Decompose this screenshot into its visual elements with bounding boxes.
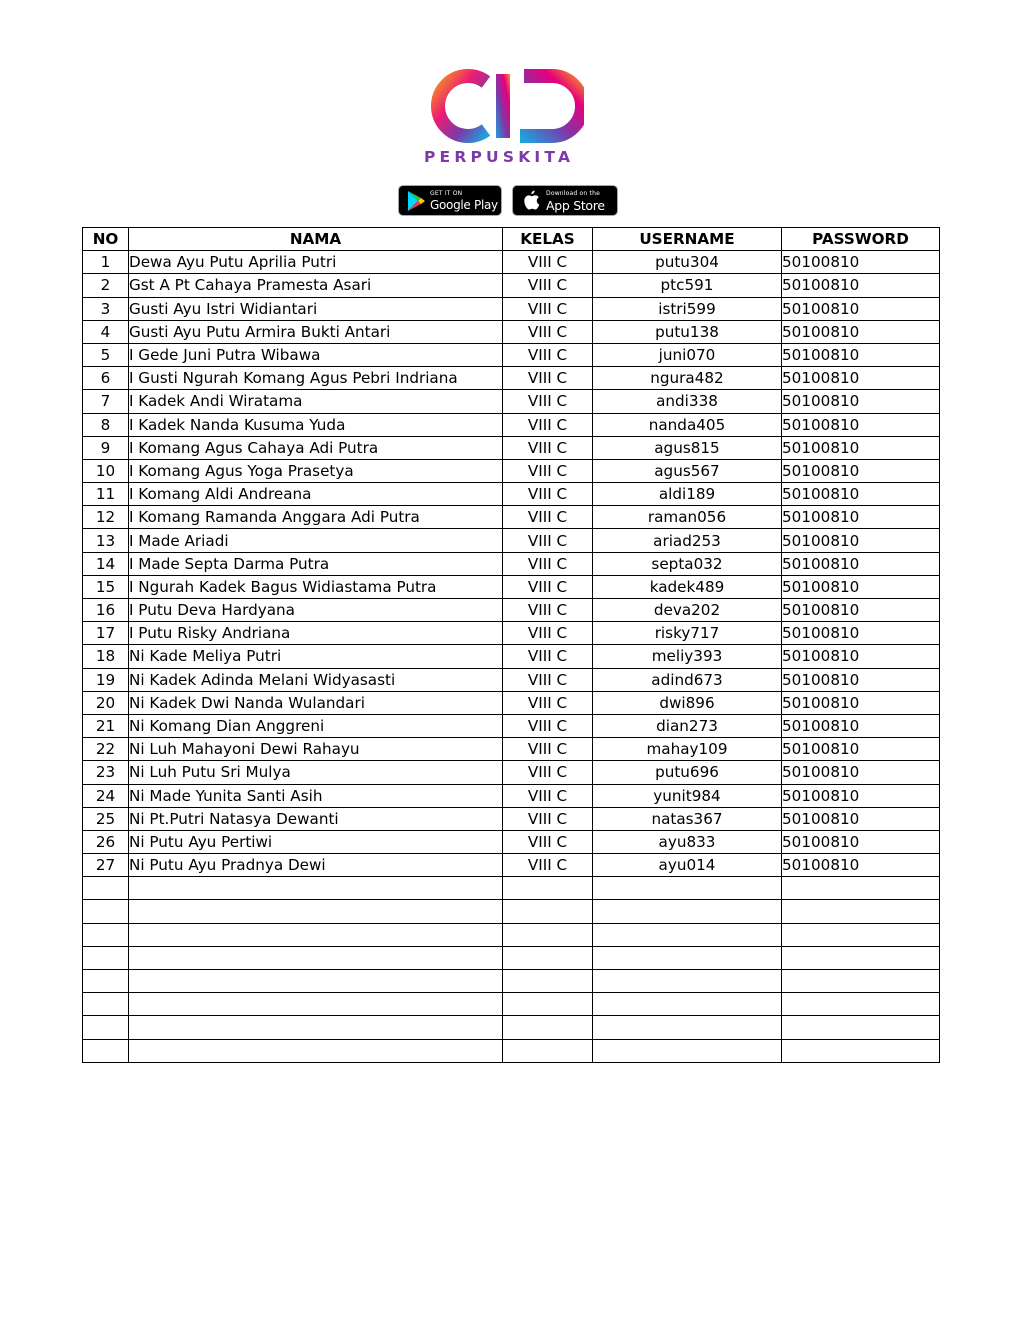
empty-cell xyxy=(782,993,940,1016)
empty-cell xyxy=(129,877,503,900)
table-row xyxy=(83,599,940,622)
empty-cell xyxy=(503,877,593,900)
cell-username: ariad253 xyxy=(593,529,782,552)
table-row xyxy=(83,575,940,598)
empty-cell xyxy=(593,1016,782,1039)
google-play-big-text: Google Play xyxy=(430,198,498,212)
cell-username: dian273 xyxy=(593,714,782,737)
cell-username: natas367 xyxy=(593,807,782,830)
cell-no: 5 xyxy=(83,343,129,366)
cell-kelas: VIII C xyxy=(503,413,593,436)
empty-cell xyxy=(503,970,593,993)
cell-nama: Ni Komang Dian Anggreni xyxy=(129,714,503,737)
cell-no: 1 xyxy=(83,251,129,274)
cell-username: ngura482 xyxy=(593,367,782,390)
cell-nama: Gst A Pt Cahaya Pramesta Asari xyxy=(129,274,503,297)
cell-password: 50100810 xyxy=(782,436,940,459)
table-row xyxy=(83,251,940,274)
cell-kelas: VIII C xyxy=(503,506,593,529)
table-row xyxy=(83,390,940,413)
table-row xyxy=(83,784,940,807)
table-row xyxy=(83,483,940,506)
empty-cell xyxy=(129,923,503,946)
cell-password: 50100810 xyxy=(782,830,940,853)
cell-username: aldi189 xyxy=(593,483,782,506)
cell-no: 11 xyxy=(83,483,129,506)
empty-cell xyxy=(593,946,782,969)
cell-kelas: VIII C xyxy=(503,645,593,668)
table-header-row xyxy=(83,228,940,251)
table-row xyxy=(83,691,940,714)
empty-cell xyxy=(503,900,593,923)
table-row xyxy=(83,343,940,366)
cell-nama: Ni Kadek Adinda Melani Widyasasti xyxy=(129,668,503,691)
empty-cell xyxy=(129,970,503,993)
table-row xyxy=(83,529,940,552)
cell-password: 50100810 xyxy=(782,784,940,807)
table-row xyxy=(83,830,940,853)
google-play-badge[interactable] xyxy=(398,185,502,216)
empty-cell xyxy=(782,877,940,900)
cell-no: 20 xyxy=(83,691,129,714)
cell-no: 12 xyxy=(83,506,129,529)
cell-no: 10 xyxy=(83,459,129,482)
cell-kelas: VIII C xyxy=(503,390,593,413)
cell-no: 2 xyxy=(83,274,129,297)
empty-cell xyxy=(782,1016,940,1039)
cell-username: dwi896 xyxy=(593,691,782,714)
cell-kelas: VIII C xyxy=(503,622,593,645)
empty-cell xyxy=(503,946,593,969)
table-row xyxy=(83,668,940,691)
cell-nama: I Gusti Ngurah Komang Agus Pebri Indriana xyxy=(129,367,503,390)
cell-password: 50100810 xyxy=(782,807,940,830)
cell-no: 21 xyxy=(83,714,129,737)
cell-password: 50100810 xyxy=(782,506,940,529)
header-kelas: KELAS xyxy=(503,228,593,251)
cell-password: 50100810 xyxy=(782,854,940,877)
cell-kelas: VIII C xyxy=(503,297,593,320)
cell-no: 4 xyxy=(83,320,129,343)
table-body xyxy=(83,251,940,1063)
cell-password: 50100810 xyxy=(782,645,940,668)
cell-password: 50100810 xyxy=(782,390,940,413)
header-no: NO xyxy=(83,228,129,251)
table-row xyxy=(83,854,940,877)
cell-kelas: VIII C xyxy=(503,459,593,482)
empty-cell xyxy=(593,923,782,946)
cell-kelas: VIII C xyxy=(503,320,593,343)
cell-kelas: VIII C xyxy=(503,251,593,274)
empty-table-row xyxy=(83,877,940,900)
perpuskita-logo xyxy=(424,68,584,168)
cell-nama: I Gede Juni Putra Wibawa xyxy=(129,343,503,366)
cell-kelas: VIII C xyxy=(503,761,593,784)
cell-nama: Ni Made Yunita Santi Asih xyxy=(129,784,503,807)
cell-username: agus815 xyxy=(593,436,782,459)
cell-kelas: VIII C xyxy=(503,367,593,390)
table-row xyxy=(83,320,940,343)
cell-username: ayu833 xyxy=(593,830,782,853)
table-row xyxy=(83,459,940,482)
cell-nama: Ni Kadek Dwi Nanda Wulandari xyxy=(129,691,503,714)
cell-username: adind673 xyxy=(593,668,782,691)
table-row xyxy=(83,738,940,761)
empty-cell xyxy=(129,993,503,1016)
app-store-badge[interactable] xyxy=(512,185,618,216)
cell-username: putu696 xyxy=(593,761,782,784)
empty-cell xyxy=(83,900,129,923)
cell-username: ayu014 xyxy=(593,854,782,877)
cell-no: 7 xyxy=(83,390,129,413)
cell-no: 15 xyxy=(83,575,129,598)
cell-username: risky717 xyxy=(593,622,782,645)
empty-table-row xyxy=(83,993,940,1016)
apple-icon xyxy=(521,189,541,211)
logo-mark-icon xyxy=(424,68,584,144)
cell-username: putu138 xyxy=(593,320,782,343)
cell-nama: Gusti Ayu Putu Armira Bukti Antari xyxy=(129,320,503,343)
cell-kelas: VIII C xyxy=(503,529,593,552)
cell-nama: Ni Luh Mahayoni Dewi Rahayu xyxy=(129,738,503,761)
cell-no: 23 xyxy=(83,761,129,784)
cell-kelas: VIII C xyxy=(503,668,593,691)
empty-cell xyxy=(782,923,940,946)
cell-kelas: VIII C xyxy=(503,854,593,877)
empty-cell xyxy=(782,946,940,969)
empty-cell xyxy=(83,993,129,1016)
cell-no: 26 xyxy=(83,830,129,853)
table-row xyxy=(83,761,940,784)
table-row xyxy=(83,807,940,830)
cell-nama: Ni Kade Meliya Putri xyxy=(129,645,503,668)
cell-nama: I Made Septa Darma Putra xyxy=(129,552,503,575)
table-row xyxy=(83,436,940,459)
cell-nama: I Putu Risky Andriana xyxy=(129,622,503,645)
empty-cell xyxy=(503,993,593,1016)
cell-no: 25 xyxy=(83,807,129,830)
cell-password: 50100810 xyxy=(782,459,940,482)
cell-username: mahay109 xyxy=(593,738,782,761)
cell-username: juni070 xyxy=(593,343,782,366)
empty-cell xyxy=(83,1039,129,1062)
cell-kelas: VIII C xyxy=(503,830,593,853)
cell-password: 50100810 xyxy=(782,599,940,622)
empty-table-row xyxy=(83,923,940,946)
empty-cell xyxy=(593,900,782,923)
google-play-icon xyxy=(406,190,426,212)
cell-password: 50100810 xyxy=(782,529,940,552)
cell-nama: I Komang Agus Cahaya Adi Putra xyxy=(129,436,503,459)
cell-username: yunit984 xyxy=(593,784,782,807)
cell-password: 50100810 xyxy=(782,483,940,506)
cell-password: 50100810 xyxy=(782,413,940,436)
empty-table-row xyxy=(83,1039,940,1062)
table-row xyxy=(83,506,940,529)
cell-no: 3 xyxy=(83,297,129,320)
table-row xyxy=(83,297,940,320)
cell-nama: Dewa Ayu Putu Aprilia Putri xyxy=(129,251,503,274)
cell-nama: Ni Pt.Putri Natasya Dewanti xyxy=(129,807,503,830)
cell-password: 50100810 xyxy=(782,761,940,784)
empty-cell xyxy=(83,877,129,900)
cell-no: 24 xyxy=(83,784,129,807)
empty-cell xyxy=(83,946,129,969)
cell-no: 17 xyxy=(83,622,129,645)
empty-cell xyxy=(593,1039,782,1062)
empty-cell xyxy=(503,1016,593,1039)
header-password: PASSWORD xyxy=(782,228,940,251)
empty-cell xyxy=(129,946,503,969)
cell-kelas: VIII C xyxy=(503,738,593,761)
cell-kelas: VIII C xyxy=(503,807,593,830)
table-row xyxy=(83,367,940,390)
cell-password: 50100810 xyxy=(782,691,940,714)
cell-no: 13 xyxy=(83,529,129,552)
cell-nama: I Kadek Andi Wiratama xyxy=(129,390,503,413)
cell-password: 50100810 xyxy=(782,274,940,297)
empty-cell xyxy=(83,923,129,946)
empty-cell xyxy=(129,1016,503,1039)
empty-cell xyxy=(782,970,940,993)
cell-password: 50100810 xyxy=(782,297,940,320)
cell-no: 8 xyxy=(83,413,129,436)
cell-password: 50100810 xyxy=(782,714,940,737)
cell-password: 50100810 xyxy=(782,320,940,343)
cell-password: 50100810 xyxy=(782,251,940,274)
cell-nama: Ni Putu Ayu Pertiwi xyxy=(129,830,503,853)
empty-cell xyxy=(83,1016,129,1039)
cell-username: andi338 xyxy=(593,390,782,413)
cell-username: deva202 xyxy=(593,599,782,622)
cell-kelas: VIII C xyxy=(503,784,593,807)
cell-kelas: VIII C xyxy=(503,436,593,459)
logo-text: PERPUSKITA xyxy=(424,148,575,166)
cell-username: nanda405 xyxy=(593,413,782,436)
cell-nama: Gusti Ayu Istri Widiantari xyxy=(129,297,503,320)
empty-cell xyxy=(503,1039,593,1062)
empty-table-row xyxy=(83,970,940,993)
empty-cell xyxy=(782,1039,940,1062)
table-row xyxy=(83,622,940,645)
cell-no: 22 xyxy=(83,738,129,761)
cell-nama: Ni Putu Ayu Pradnya Dewi xyxy=(129,854,503,877)
empty-cell xyxy=(129,1039,503,1062)
cell-password: 50100810 xyxy=(782,367,940,390)
table-row xyxy=(83,645,940,668)
empty-table-row xyxy=(83,946,940,969)
table-row xyxy=(83,274,940,297)
header-username: USERNAME xyxy=(593,228,782,251)
cell-password: 50100810 xyxy=(782,575,940,598)
cell-password: 50100810 xyxy=(782,552,940,575)
cell-nama: I Ngurah Kadek Bagus Widiastama Putra xyxy=(129,575,503,598)
cell-kelas: VIII C xyxy=(503,691,593,714)
cell-username: putu304 xyxy=(593,251,782,274)
empty-cell xyxy=(83,970,129,993)
cell-password: 50100810 xyxy=(782,343,940,366)
cell-nama: I Komang Ramanda Anggara Adi Putra xyxy=(129,506,503,529)
cell-no: 27 xyxy=(83,854,129,877)
header-nama: NAMA xyxy=(129,228,503,251)
cell-username: ptc591 xyxy=(593,274,782,297)
cell-username: kadek489 xyxy=(593,575,782,598)
cell-nama: I Komang Aldi Andreana xyxy=(129,483,503,506)
cell-username: raman056 xyxy=(593,506,782,529)
table-row xyxy=(83,413,940,436)
cell-username: septa032 xyxy=(593,552,782,575)
cell-kelas: VIII C xyxy=(503,599,593,622)
google-play-small-text: GET IT ON xyxy=(430,190,463,197)
empty-table-row xyxy=(83,1016,940,1039)
cell-kelas: VIII C xyxy=(503,274,593,297)
cell-password: 50100810 xyxy=(782,738,940,761)
cell-no: 19 xyxy=(83,668,129,691)
empty-cell xyxy=(593,877,782,900)
cell-nama: I Putu Deva Hardyana xyxy=(129,599,503,622)
table-row xyxy=(83,714,940,737)
cell-kelas: VIII C xyxy=(503,575,593,598)
cell-nama: Ni Luh Putu Sri Mulya xyxy=(129,761,503,784)
empty-cell xyxy=(503,923,593,946)
cell-password: 50100810 xyxy=(782,622,940,645)
cell-kelas: VIII C xyxy=(503,483,593,506)
cell-no: 16 xyxy=(83,599,129,622)
empty-table-row xyxy=(83,900,940,923)
cell-username: istri599 xyxy=(593,297,782,320)
empty-cell xyxy=(129,900,503,923)
cell-no: 6 xyxy=(83,367,129,390)
empty-cell xyxy=(593,993,782,1016)
cell-nama: I Made Ariadi xyxy=(129,529,503,552)
cell-kelas: VIII C xyxy=(503,552,593,575)
empty-cell xyxy=(593,970,782,993)
cell-kelas: VIII C xyxy=(503,714,593,737)
cell-username: meliy393 xyxy=(593,645,782,668)
student-account-table xyxy=(82,227,940,1063)
app-store-big-text: App Store xyxy=(546,198,605,213)
cell-no: 18 xyxy=(83,645,129,668)
table-row xyxy=(83,552,940,575)
cell-username: agus567 xyxy=(593,459,782,482)
cell-kelas: VIII C xyxy=(503,343,593,366)
app-store-small-text: Download on the xyxy=(546,190,600,197)
cell-nama: I Komang Agus Yoga Prasetya xyxy=(129,459,503,482)
cell-password: 50100810 xyxy=(782,668,940,691)
cell-nama: I Kadek Nanda Kusuma Yuda xyxy=(129,413,503,436)
empty-cell xyxy=(782,900,940,923)
cell-no: 14 xyxy=(83,552,129,575)
cell-no: 9 xyxy=(83,436,129,459)
